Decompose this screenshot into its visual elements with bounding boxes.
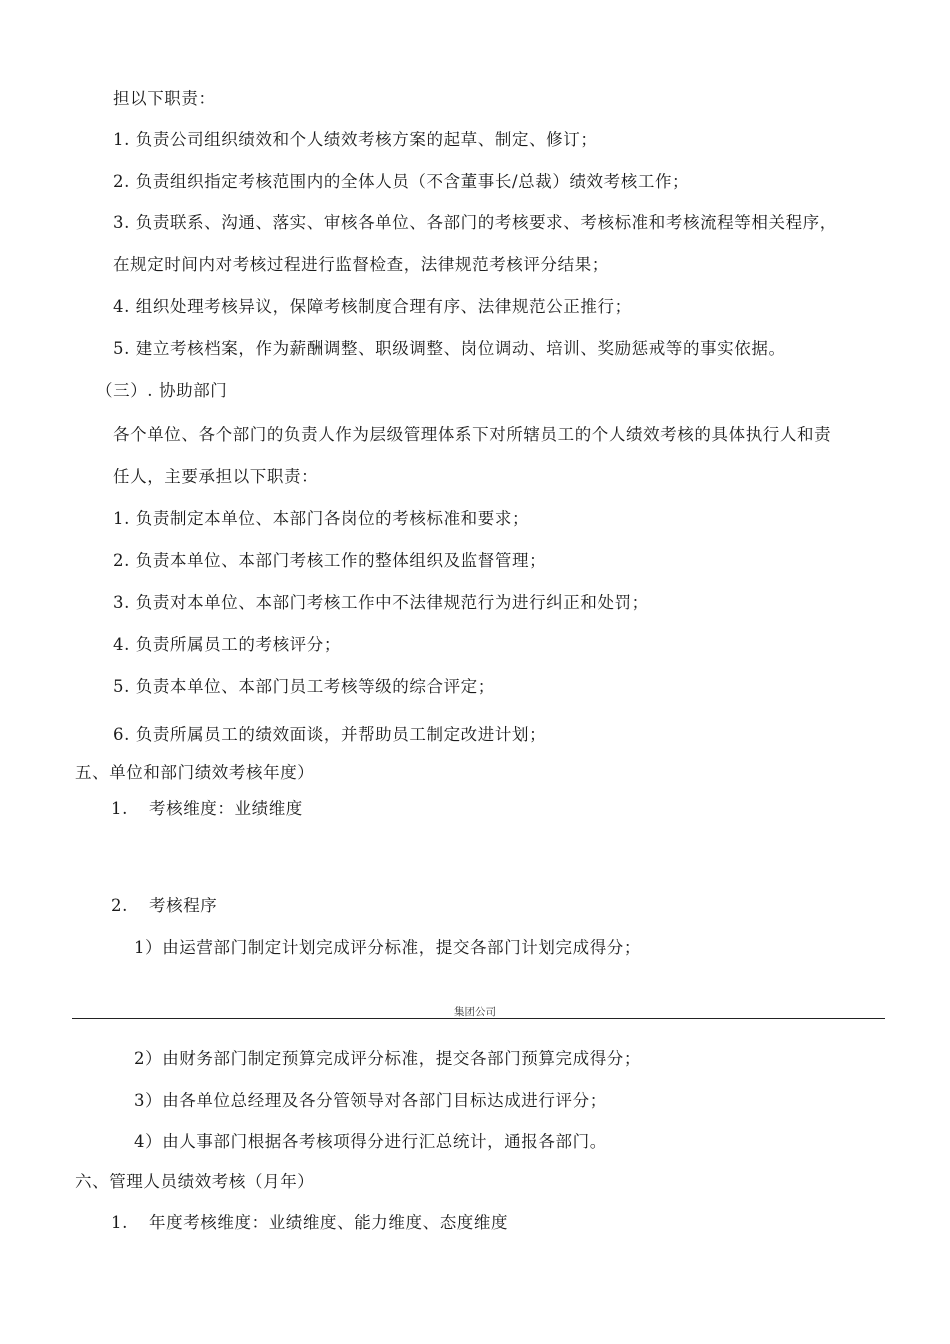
assist-duty-item: 5. 负责本单位、本部门员工考核等级的综合评定； [113,677,495,696]
duty-item: 2. 负责组织指定考核范围内的全体人员（不含董事长/总裁）绩效考核工作； [113,172,690,191]
procedure-step: 1）由运营部门制定计划完成评分标准，提交各部门计划完成得分； [134,938,641,957]
assist-duty-item: 1. 负责制定本单位、本部门各岗位的考核标准和要求； [113,509,530,528]
assist-duty-item: 6. 负责所属员工的绩效面谈，并帮助员工制定改进计划； [113,725,547,744]
duty-item: 5. 建立考核档案，作为薪酬调整、职级调整、岗位调动、培训、奖励惩戒等的事实依据。 [113,339,786,358]
procedure-step: 4）由人事部门根据各考核项得分进行汇总统计，通报各部门。 [134,1132,607,1151]
five-item-2 [111,895,217,917]
page-footer-company: 集团公司 [454,1006,496,1018]
six-item-1-number: 1. [111,1213,128,1232]
section-intro-continuation: 任人，主要承担以下职责： [113,467,319,486]
assist-duty-item: 2. 负责本单位、本部门考核工作的整体组织及监督管理； [113,551,547,570]
duty-item: 4. 组织处理考核异议，保障考核制度合理有序、法律规范公正推行； [113,297,632,316]
section-heading-five: 五、单位和部门绩效考核年度） [75,763,315,782]
six-item-1 [111,1212,508,1234]
duty-item: 1. 负责公司组织绩效和个人绩效考核方案的起草、制定、修订； [113,130,598,149]
section-heading-six: 六、管理人员绩效考核（月年） [75,1172,315,1191]
assist-duty-item: 3. 负责对本单位、本部门考核工作中不法律规范行为进行纠正和处罚； [113,593,649,612]
five-item-1 [111,798,303,820]
procedure-step: 2）由财务部门制定预算完成评分标准，提交各部门预算完成得分； [134,1049,641,1068]
section-heading-assist: （三）. 协助部门 [96,381,228,400]
six-item-1-text: 年度考核维度：业绩维度、能力维度、态度维度 [149,1213,509,1232]
assist-duty-item: 4. 负责所属员工的考核评分； [113,635,341,654]
procedure-step: 3）由各单位总经理及各分管领导对各部门目标达成进行评分； [134,1091,607,1110]
five-item-1-text: 考核维度：业绩维度 [149,799,303,818]
page-divider [72,1018,885,1019]
five-item-1-number: 1. [111,799,128,818]
duty-intro-continuation: 担以下职责： [113,89,216,108]
duty-item-continuation: 在规定时间内对考核过程进行监督检查，法律规范考核评分结果； [113,255,609,274]
section-intro: 各个单位、各个部门的负责人作为层级管理体系下对所辖员工的个人绩效考核的具体执行人和责 [113,425,832,444]
five-item-2-number: 2. [111,896,128,915]
duty-item: 3. 负责联系、沟通、落实、审核各单位、各部门的考核要求、考核标准和考核流程等相关程序， [113,213,837,232]
five-item-2-text: 考核程序 [149,896,218,915]
